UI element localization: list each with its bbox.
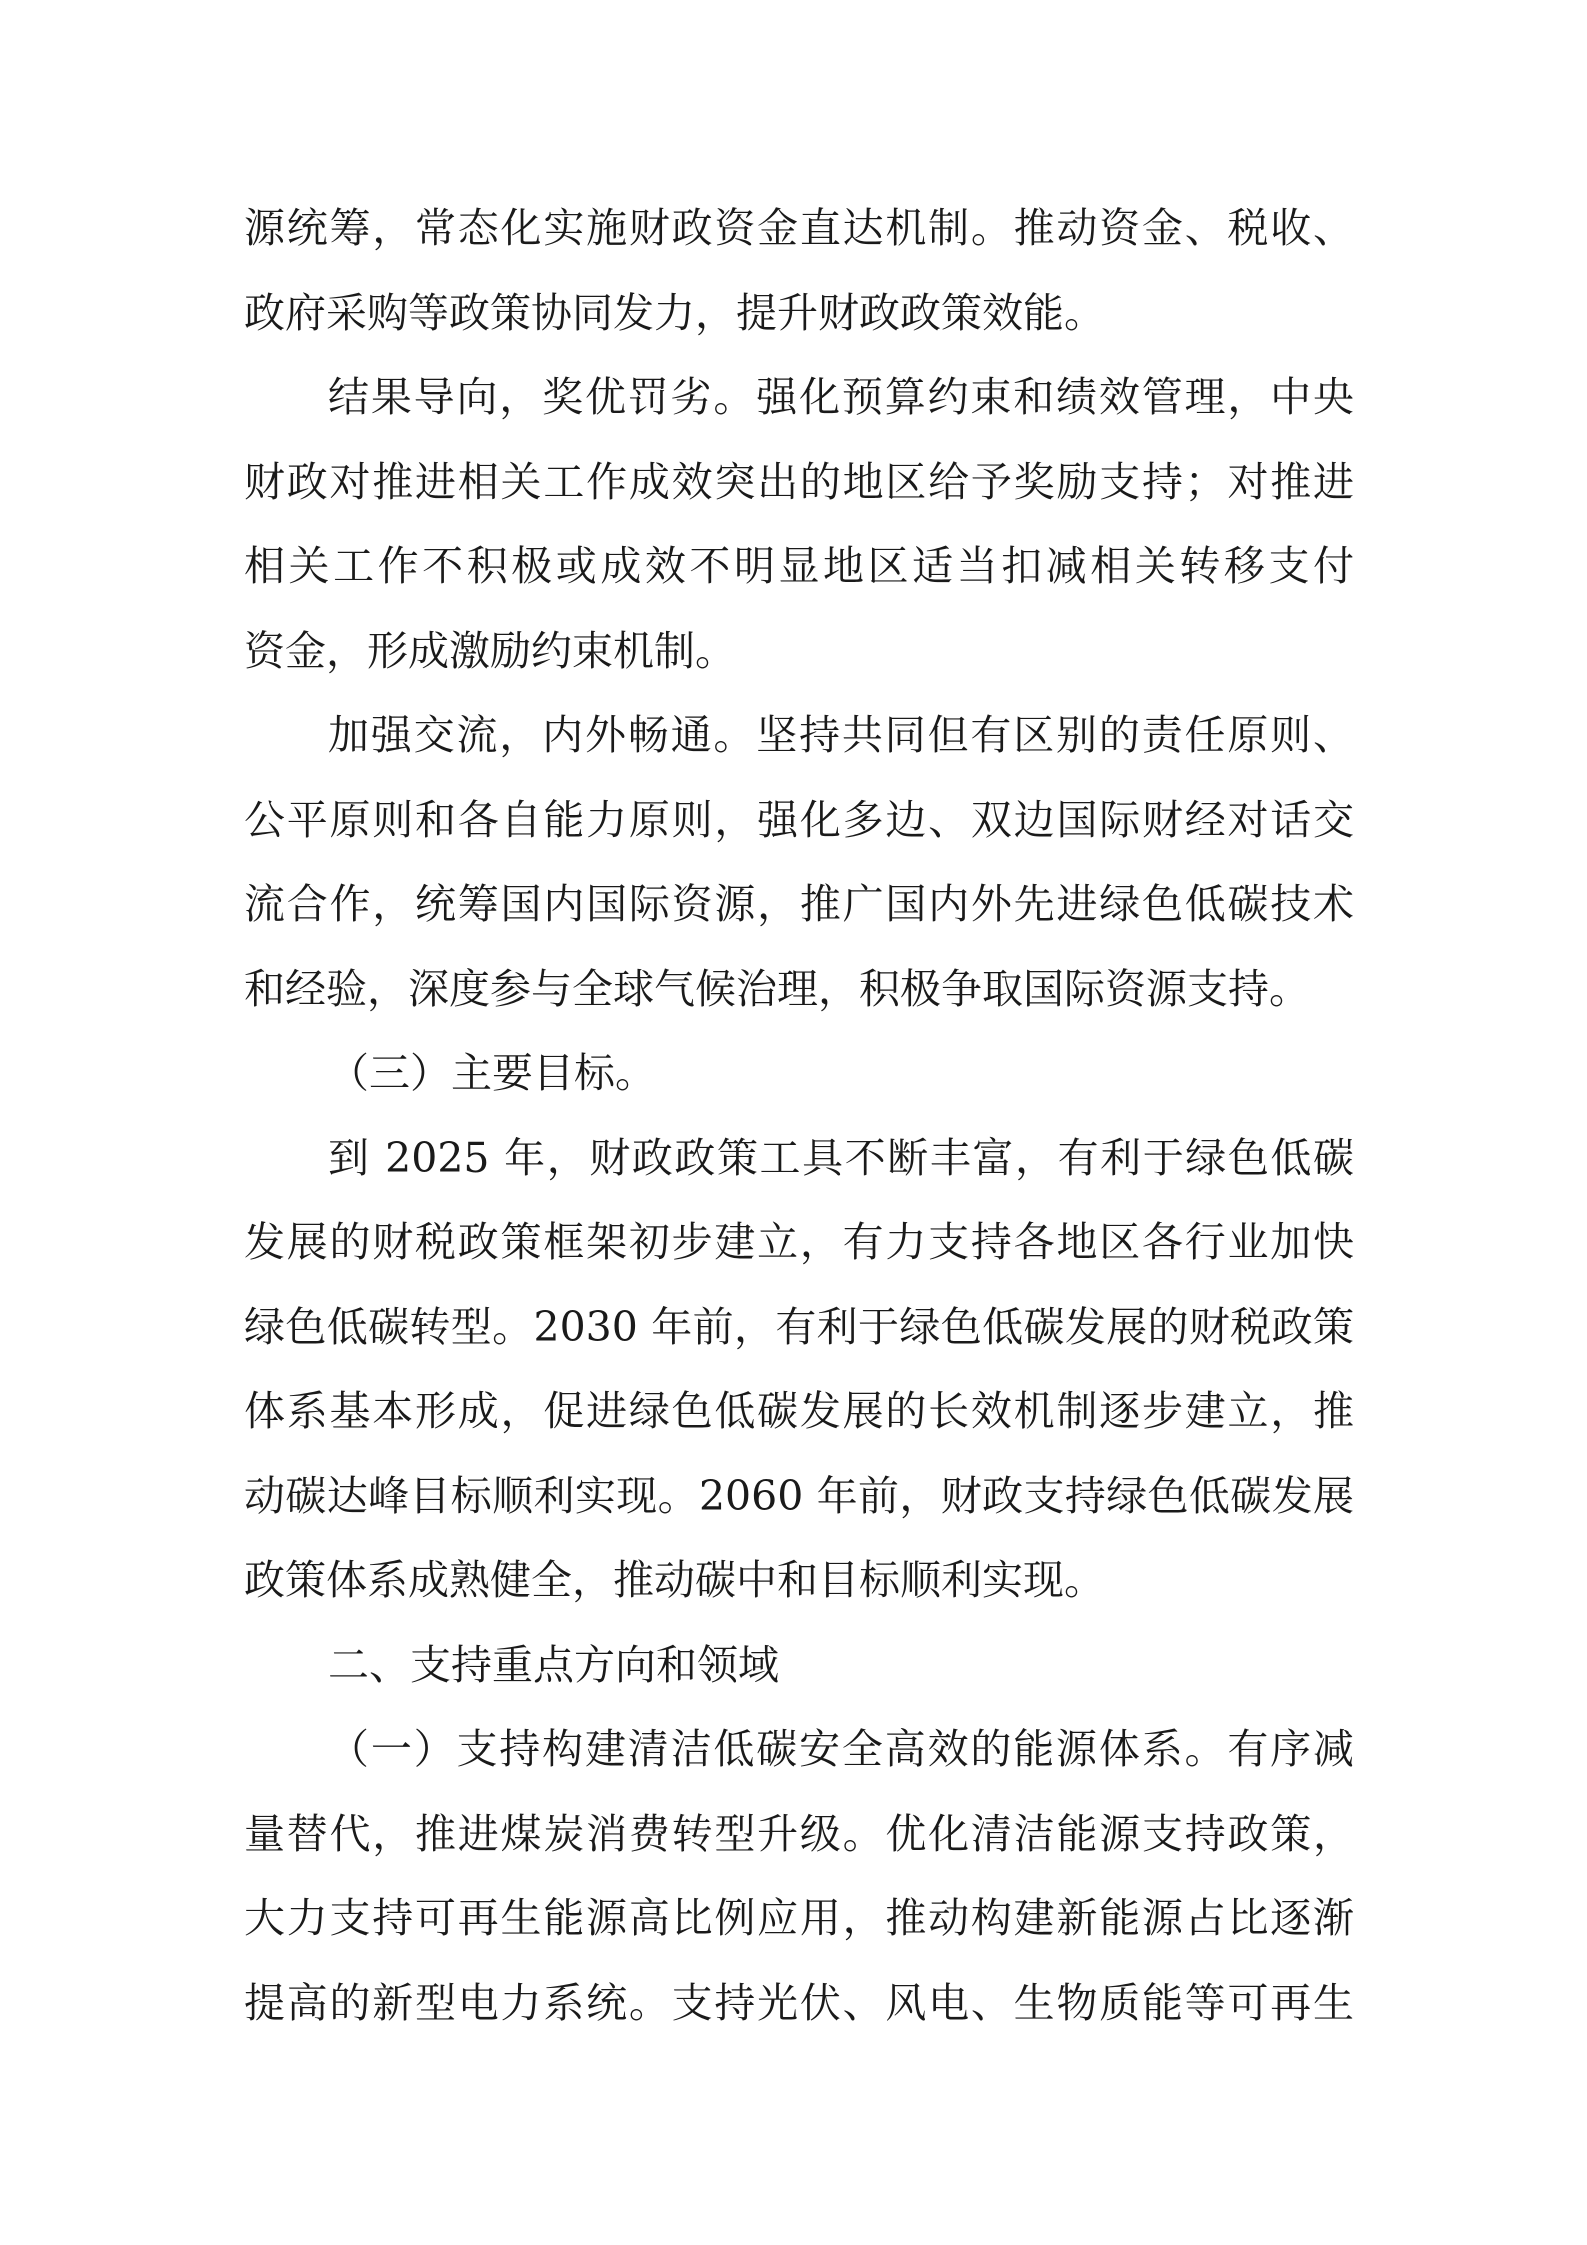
paragraph-intro-continued [244, 186, 1354, 355]
text-line: 动碳达峰目标顺利实现。2060 年前，财政支持绿色低碳发展 [244, 1471, 1354, 1520]
paragraph-exchange [244, 693, 1354, 1031]
paragraph-result-oriented [244, 355, 1354, 693]
text-line: （三）主要目标。 [328, 1049, 656, 1097]
text-line: 政府采购等政策协同发力，提升财政政策效能。 [244, 288, 1105, 337]
text-line: 提高的新型电力系统。支持光伏、风电、生物质能等可再生 [244, 1978, 1354, 2027]
paragraph-goals [244, 1116, 1354, 1623]
paragraph-energy-system [244, 1707, 1354, 2045]
text-line: 政策体系成熟健全，推动碳中和目标顺利实现。 [244, 1556, 1105, 1604]
text-line: （一）支持构建清洁低碳安全高效的能源体系。有序减 [328, 1725, 1354, 1773]
text-line: 二、支持重点方向和领域 [328, 1640, 779, 1689]
text-line: 源统筹，常态化实施财政资金直达机制。推动资金、税收、 [244, 204, 1354, 252]
text-line: 绿色低碳转型。2030 年前，有利于绿色低碳发展的财税政策 [244, 1302, 1354, 1351]
text-line: 到 2025 年，财政政策工具不断丰富，有利于绿色低碳 [328, 1133, 1354, 1182]
text-line: 财政对推进相关工作成效突出的地区给予奖励支持；对推进 [244, 457, 1354, 506]
paragraph-section-3-heading [244, 1031, 1354, 1116]
text-line: 体系基本形成，促进绿色低碳发展的长效机制逐步建立，推 [244, 1387, 1354, 1435]
text-line: 相关工作不积极或成效不明显地区适当扣减相关转移支付 [244, 542, 1354, 590]
text-line: 结果导向，奖优罚劣。强化预算约束和绩效管理，中央 [328, 373, 1354, 421]
text-line: 加强交流，内外畅通。坚持共同但有区别的责任原则、 [328, 711, 1354, 759]
text-line: 流合作，统筹国内国际资源，推广国内外先进绿色低碳技术 [244, 880, 1354, 928]
text-line: 资金，形成激励约束机制。 [244, 626, 736, 675]
text-line: 和经验，深度参与全球气候治理，积极争取国际资源支持。 [244, 964, 1310, 1013]
paragraph-part-2-heading [244, 1623, 1354, 1708]
text-line: 大力支持可再生能源高比例应用，推动构建新能源占比逐渐 [244, 1894, 1354, 1942]
text-line: 发展的财税政策框架初步建立，有力支持各地区各行业加快 [244, 1218, 1354, 1266]
text-line: 公平原则和各自能力原则，强化多边、双边国际财经对话交 [244, 795, 1354, 844]
document-page [244, 186, 1354, 2045]
text-line: 量替代，推进煤炭消费转型升级。优化清洁能源支持政策， [244, 1809, 1354, 1858]
